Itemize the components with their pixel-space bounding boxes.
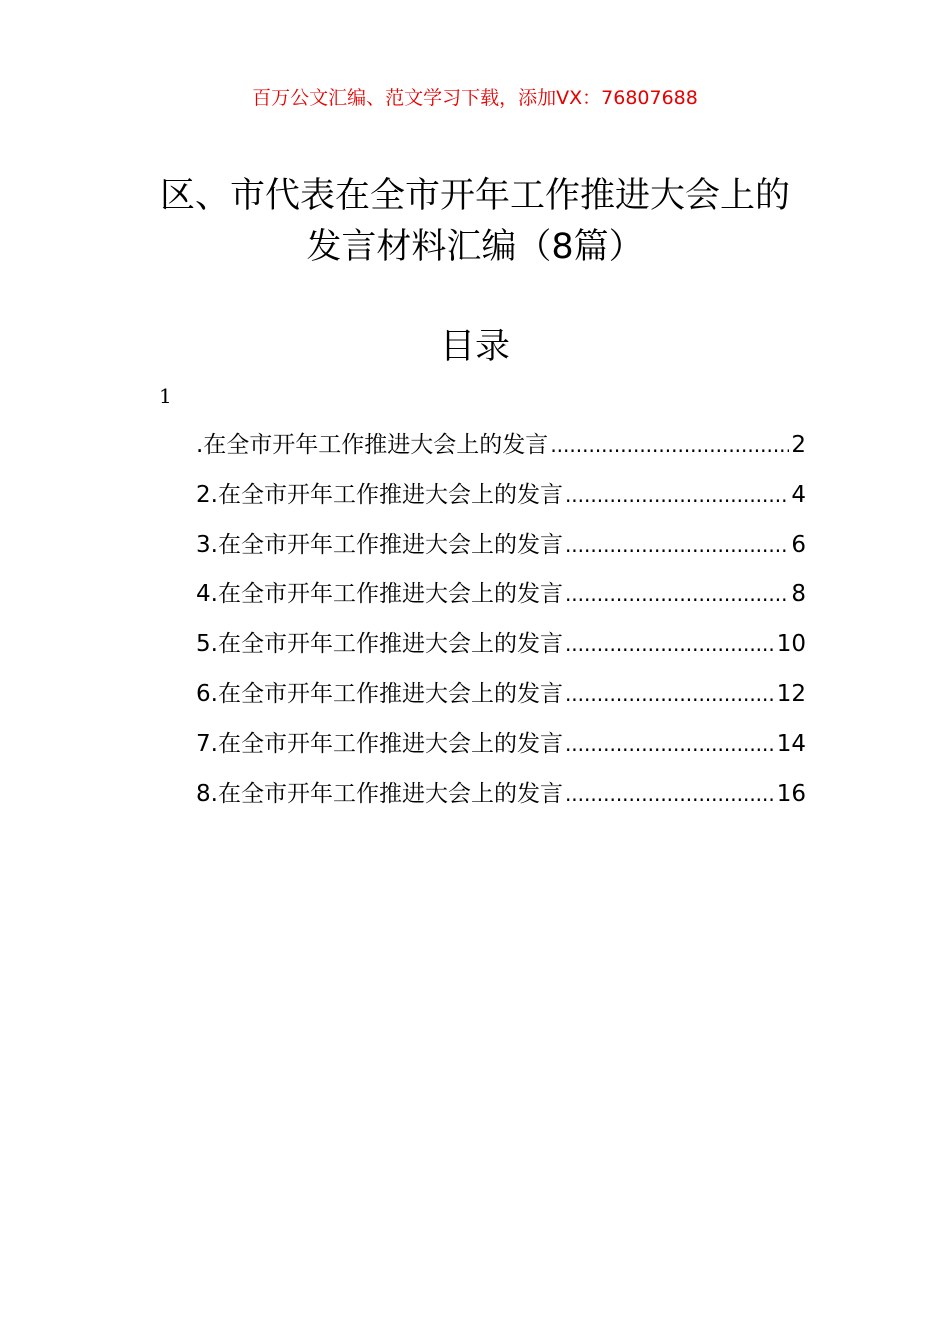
toc-entry-title: 4.在全市开年工作推进大会上的发言 xyxy=(196,581,563,608)
toc-entry[interactable] xyxy=(196,774,806,824)
toc-leader-dots xyxy=(565,774,775,814)
toc-list xyxy=(196,425,806,823)
toc-entry-page: 6 xyxy=(791,531,806,558)
toc-leader-dots xyxy=(565,574,789,614)
toc-leader-dots xyxy=(565,475,789,515)
toc-leader-dots xyxy=(565,724,775,764)
toc-entry-page: 2 xyxy=(791,432,806,458)
toc-entry-page: 10 xyxy=(776,631,806,658)
toc-entry-page: 12 xyxy=(776,680,806,707)
toc-entry[interactable] xyxy=(196,624,806,674)
toc-entry-title: 7.在全市开年工作推进大会上的发言 xyxy=(196,730,563,757)
toc-entry[interactable] xyxy=(196,475,806,525)
toc-leader-dots xyxy=(565,525,789,565)
toc-entry-title: 6.在全市开年工作推进大会上的发言 xyxy=(196,680,563,707)
toc-entry[interactable] xyxy=(196,574,806,624)
toc-entry-page: 4 xyxy=(791,481,806,508)
toc-entry-title: 5.在全市开年工作推进大会上的发言 xyxy=(196,631,563,658)
toc-leader-dots xyxy=(550,425,789,465)
toc-entry[interactable] xyxy=(196,525,806,575)
toc-entry-title: 3.在全市开年工作推进大会上的发言 xyxy=(196,531,563,558)
toc-entry-title: .在全市开年工作推进大会上的发言 xyxy=(196,432,549,458)
toc-entry-title: 8.在全市开年工作推进大会上的发言 xyxy=(196,780,563,807)
header-note: 百万公文汇编、范文学习下载，添加VX：76807688 xyxy=(252,87,698,109)
document-title-line-1: 区、市代表在全市开年工作推进大会上的 xyxy=(159,176,790,216)
toc-leader-dots xyxy=(565,674,775,714)
toc-entry-page: 8 xyxy=(791,581,806,608)
toc-entry-page: 16 xyxy=(776,780,806,807)
toc-entry[interactable] xyxy=(196,674,806,724)
toc-entry[interactable] xyxy=(196,425,806,475)
toc-leader-dots xyxy=(565,624,775,664)
toc-entry[interactable] xyxy=(196,724,806,774)
toc-entry-page: 14 xyxy=(776,730,806,757)
toc-heading: 目录 xyxy=(439,327,510,367)
toc-entry-title: 2.在全市开年工作推进大会上的发言 xyxy=(196,481,563,508)
stray-list-number: 1 xyxy=(159,384,172,408)
document-title-line-2: 发言材料汇编（8篇） xyxy=(306,227,644,267)
